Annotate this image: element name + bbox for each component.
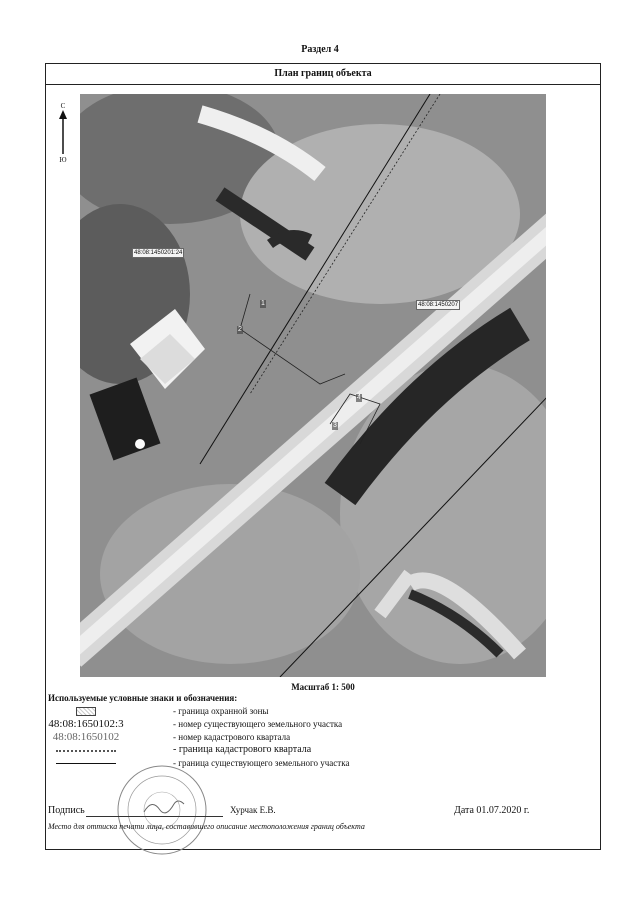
signature-row <box>48 805 598 819</box>
signer-name: Хурчак Е.В. <box>230 805 276 815</box>
legend-description: - номер существующего земельного участка <box>173 719 343 729</box>
parcel-number-sample: 48:08:1650102:3 <box>48 718 124 730</box>
north-arrow-icon <box>56 110 70 154</box>
signature-line <box>86 816 223 817</box>
legend-description: - номер кадастрового квартала <box>173 732 291 742</box>
legend-title: Используемые условные знаки и обозначения: <box>48 693 238 703</box>
aerial-map <box>80 94 546 677</box>
plan-heading: План границ объекта <box>46 64 600 85</box>
aerial-photo <box>80 94 546 677</box>
parcel-boundary-symbol <box>56 763 116 764</box>
protection-zone-symbol <box>76 707 96 716</box>
north-label: С <box>60 102 66 110</box>
document-frame <box>45 63 601 850</box>
legend-description: - граница кадастрового квартала <box>173 744 312 755</box>
document-date: Дата 01.07.2020 г. <box>454 805 530 816</box>
legend-item <box>46 718 600 730</box>
legend-item <box>46 744 600 756</box>
section-title: Раздел 4 <box>301 44 339 55</box>
north-arrow <box>56 102 70 182</box>
map-scale: Масштаб 1: 500 <box>291 682 355 692</box>
legend-item <box>46 731 600 743</box>
legend-item <box>46 705 600 717</box>
boundary-point: 2 <box>238 326 242 333</box>
quarter-number-sample: 48:08:1650102 <box>52 731 120 743</box>
south-label: Ю <box>59 156 67 164</box>
quarter-boundary-symbol <box>56 750 116 752</box>
stamp-note: Место для оттиска печати лица, составившего описание местоположения границ объекта <box>48 822 365 831</box>
boundary-point: 1 <box>261 300 265 307</box>
boundary-point: 4 <box>357 394 361 401</box>
signature-label: Подпись <box>48 805 85 816</box>
legend-description: - граница существующего земельного участка <box>173 758 350 768</box>
cadastral-label-parcel: 48:08:1450201:24 <box>134 250 183 256</box>
boundary-point: 3 <box>333 422 337 429</box>
cadastral-label-quarter: 48:08:1450207 <box>418 302 459 308</box>
legend-description: - граница охранной зоны <box>173 706 269 716</box>
